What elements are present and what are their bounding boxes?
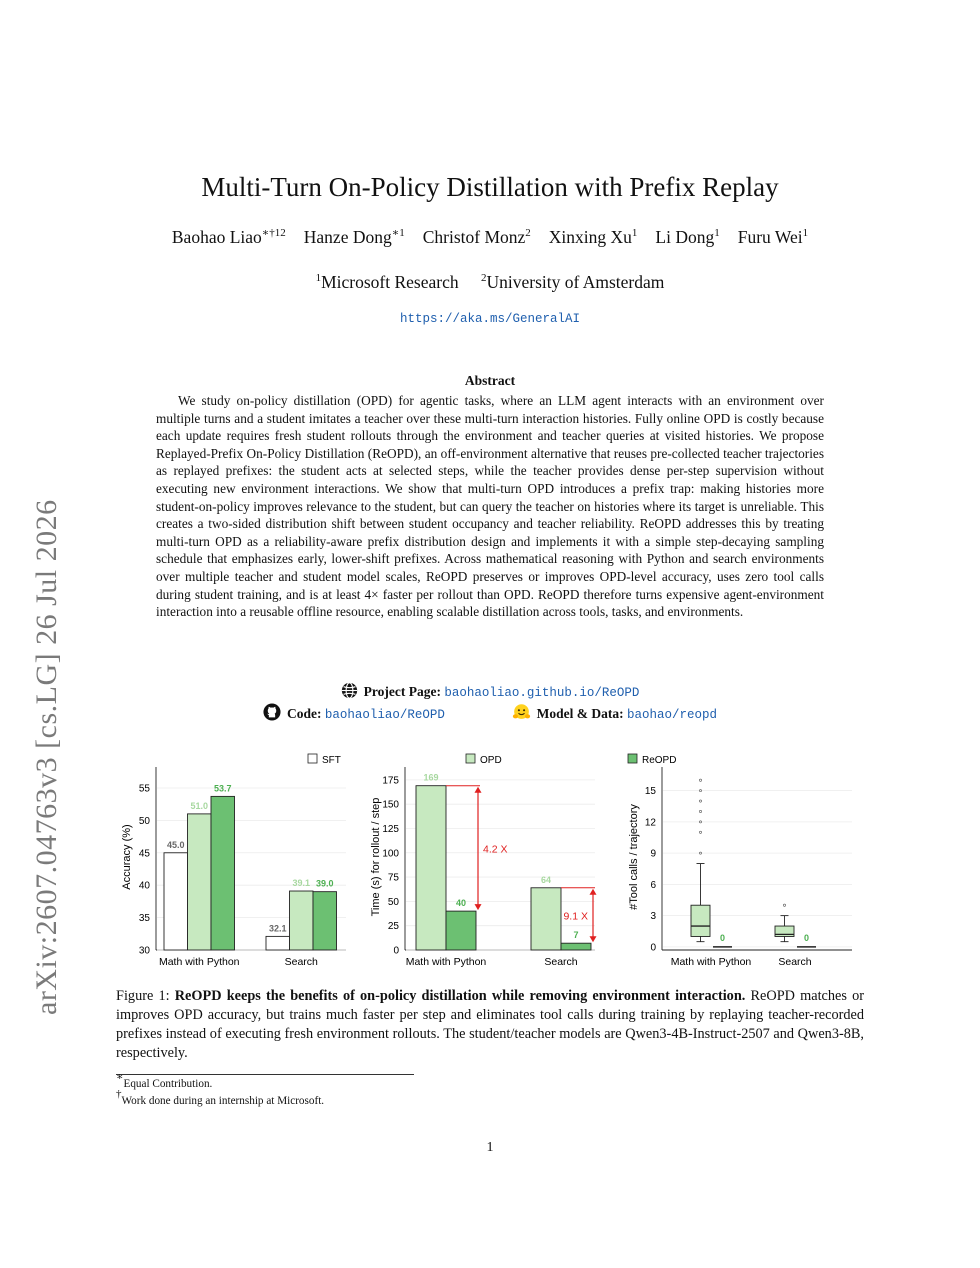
- accuracy-bar-reopd: [211, 796, 235, 950]
- accuracy-y-tick-label: 40: [138, 880, 150, 892]
- abstract-body: We study on-policy distillation (OPD) for agentic tasks, where an LLM agent interacts with an environment over multiple turns and a student imitates a teacher over these multi-turn interaction histories. Fully online OPD is costly because each update requires fresh student rollouts through the environment and teacher queries at visited histories. We propose Replayed-Prefix On-Policy Distillation (ReOPD), an off-environment alternative that reuses pre-collected teacher trajectories as replayed prefixes: the student acts at selected steps, while the teacher provides dense per-step supervision without executing new environment interactions. We show that multi-turn OPD introduces a prefix trap: making histories more student-on-policy improves relevance to the student, but can query the teacher on histories where its target is unreliable. This creates a two-sided distribution shift between student occupancy and teacher reliability. ReOPD addresses this by treating multi-turn OPD as a reliability-aware prefix distribution design and implements it with a simple step-decaying sampling schedule that emphasizes early, lower-shift prefixes. Across mathematical reasoning with Python and search environments over multiple teacher and student model scales, ReOPD preserves or improves OPD-level accuracy, uses zero tool calls during student training, and is at least 4× faster per rollout than OPD. ReOPD therefore turns expensive agent-environment interaction into a reusable offline resource, enabling scalable distillation across tools, tasks, and environments.: [156, 393, 824, 620]
- author: Christof Monz$^2$: [422, 227, 531, 247]
- github-icon: [263, 703, 281, 725]
- author-list: [0, 227, 980, 248]
- accuracy-bar-opd: [188, 814, 212, 950]
- tool-calls-y-tick-label: 0: [650, 942, 656, 954]
- arxiv-stamp-text: arXiv:2607.04763v3 [cs.LG] 26 Jul 2026: [30, 499, 63, 1015]
- box-outlier: [699, 800, 701, 802]
- accuracy-x-tick-label: Search: [284, 956, 318, 968]
- time-chart: [370, 767, 597, 968]
- author: Xinxing Xu$^1$: [548, 227, 638, 247]
- time-x-tick-label: Search: [544, 956, 578, 968]
- time-y-axis-label: Time (s) for rollout / step: [370, 797, 382, 917]
- legend: [308, 754, 676, 766]
- speedup-label: 9.1 X: [563, 910, 588, 923]
- box-outlier: [699, 779, 701, 781]
- accuracy-y-tick-label: 30: [138, 945, 150, 957]
- footnote-1: ∗Equal Contribution.: [116, 1071, 213, 1090]
- tool-calls-y-tick-label: 12: [644, 817, 656, 829]
- tool-calls-data-label: 0: [719, 932, 726, 943]
- tool-calls-x-tick-label: Math with Python: [670, 956, 752, 968]
- time-bar-reopd: [561, 943, 591, 950]
- legend-label-sft: SFT: [322, 755, 341, 766]
- accuracy-y-tick-label: 35: [138, 913, 150, 925]
- time-data-label: 169: [423, 772, 439, 783]
- affiliations: [0, 272, 980, 293]
- model-data-label: Model & Data:: [536, 706, 624, 721]
- accuracy-data-label: 45.0: [166, 839, 185, 850]
- globe-icon: [341, 682, 358, 703]
- time-y-tick-label: 125: [382, 823, 399, 835]
- speedup-arrow-head: [475, 904, 482, 910]
- accuracy-data-label: 39.1: [292, 878, 311, 889]
- accuracy-data-label: 39.0: [315, 878, 334, 889]
- affiliation: $^1$Microsoft Research: [315, 272, 459, 292]
- tool-calls-chart: [628, 767, 852, 968]
- time-bar-reopd: [446, 911, 476, 950]
- opd-box: [691, 905, 710, 936]
- accuracy-y-tick-label: 55: [138, 783, 150, 795]
- time-y-tick-label: 25: [387, 921, 399, 933]
- code-model-row: [0, 703, 980, 725]
- legend-swatch-reopd: [628, 754, 637, 763]
- time-y-tick-label: 0: [393, 945, 399, 957]
- accuracy-bar-sft: [266, 936, 290, 950]
- speedup-arrow-head: [590, 936, 597, 942]
- time-y-tick-label: 175: [382, 775, 399, 787]
- tool-calls-x-tick-label: Search: [778, 956, 812, 968]
- time-y-tick-label: 50: [387, 896, 399, 908]
- legend-swatch-opd: [466, 754, 475, 763]
- accuracy-y-tick-label: 50: [138, 815, 150, 827]
- caption-bold: ReOPD keeps the benefits of on-policy distillation while removing environment interaction.: [174, 988, 746, 1004]
- box-outlier: [783, 904, 785, 906]
- accuracy-data-label: 51.0: [190, 800, 209, 811]
- hugging-face-icon: [512, 703, 531, 725]
- figure-caption: [116, 987, 864, 1063]
- time-data-label: 64: [540, 874, 552, 885]
- author: Furu Wei$^1$: [737, 227, 809, 247]
- figure-1: [110, 745, 870, 975]
- time-bar-opd: [531, 888, 561, 950]
- project-page-label: Project Page:: [363, 684, 441, 699]
- group-url-link[interactable]: https://aka.ms/GeneralAI: [399, 312, 581, 326]
- author: Baohao Liao$^{∗\dagger 12}$: [171, 227, 286, 247]
- legend-label-opd: OPD: [480, 755, 502, 766]
- author: Li Dong$^1$: [655, 227, 720, 247]
- time-x-tick-label: Math with Python: [405, 956, 487, 968]
- model-data-link[interactable]: baohao/reopd: [627, 708, 718, 722]
- tool-calls-data-label: 0: [803, 932, 810, 943]
- accuracy-data-label: 32.1: [268, 923, 287, 934]
- time-y-tick-label: 150: [382, 799, 399, 811]
- paper-title: Multi-Turn On-Policy Distillation with Prefix Replay: [201, 172, 779, 202]
- tool-calls-y-tick-label: 3: [650, 911, 656, 923]
- accuracy-bar-sft: [164, 853, 188, 950]
- legend-swatch-sft: [308, 754, 317, 763]
- project-page-link[interactable]: baohaoliao.github.io/ReOPD: [444, 686, 640, 700]
- time-y-tick-label: 100: [382, 848, 399, 860]
- code-label: Code:: [286, 706, 322, 721]
- arxiv-stamp: [18, 455, 78, 1015]
- accuracy-bar-opd: [290, 891, 314, 950]
- author: Hanze Dong$^{∗1}$: [303, 227, 405, 247]
- legend-label-reopd: ReOPD: [642, 755, 677, 766]
- speedup-arrow-head: [590, 889, 597, 895]
- footnote-rule: [116, 1074, 414, 1075]
- speedup-arrow-head: [475, 787, 482, 793]
- tool-calls-y-tick-label: 15: [644, 786, 656, 798]
- caption-text: ReOPD matches or improves OPD accuracy, but trains much faster per step and eliminates tool calls during training by replaying teacher-recorded prefixes instead of executing fresh environment rollouts. The student/teacher models are Qwen3-4B-Instruct-2507 and Qwen3-8B, respectively.: [116, 988, 864, 1061]
- tool-calls-y-axis-label: #Tool calls / trajectory: [628, 804, 640, 910]
- accuracy-chart: [121, 767, 346, 968]
- time-y-tick-label: 75: [387, 872, 399, 884]
- footnote-2: †Work done during an internship at Microsoft.: [116, 1088, 325, 1107]
- affiliation: $^2$University of Amsterdam: [481, 272, 665, 292]
- accuracy-data-label: 53.7: [213, 783, 232, 794]
- tool-calls-y-tick-label: 9: [650, 848, 656, 860]
- code-link[interactable]: baohaoliao/ReOPD: [324, 708, 445, 722]
- page-number: 1: [486, 1140, 494, 1155]
- time-data-label: 40: [455, 898, 467, 909]
- project-page-row: [0, 682, 980, 703]
- abstract-heading: Abstract: [464, 373, 516, 388]
- caption-prefix: Figure 1:: [116, 988, 170, 1004]
- accuracy-x-tick-label: Math with Python: [158, 956, 240, 968]
- tool-calls-y-tick-label: 6: [650, 879, 656, 891]
- box-outlier: [699, 831, 701, 833]
- time-data-label: 7: [573, 930, 579, 941]
- time-bar-opd: [416, 786, 446, 950]
- speedup-label: 4.2 X: [483, 843, 508, 856]
- box-outlier: [699, 810, 701, 812]
- accuracy-bar-reopd: [313, 892, 337, 950]
- figure-1-charts: [110, 745, 870, 975]
- accuracy-y-axis-label: Accuracy (%): [121, 824, 133, 890]
- accuracy-y-tick-label: 45: [138, 848, 150, 860]
